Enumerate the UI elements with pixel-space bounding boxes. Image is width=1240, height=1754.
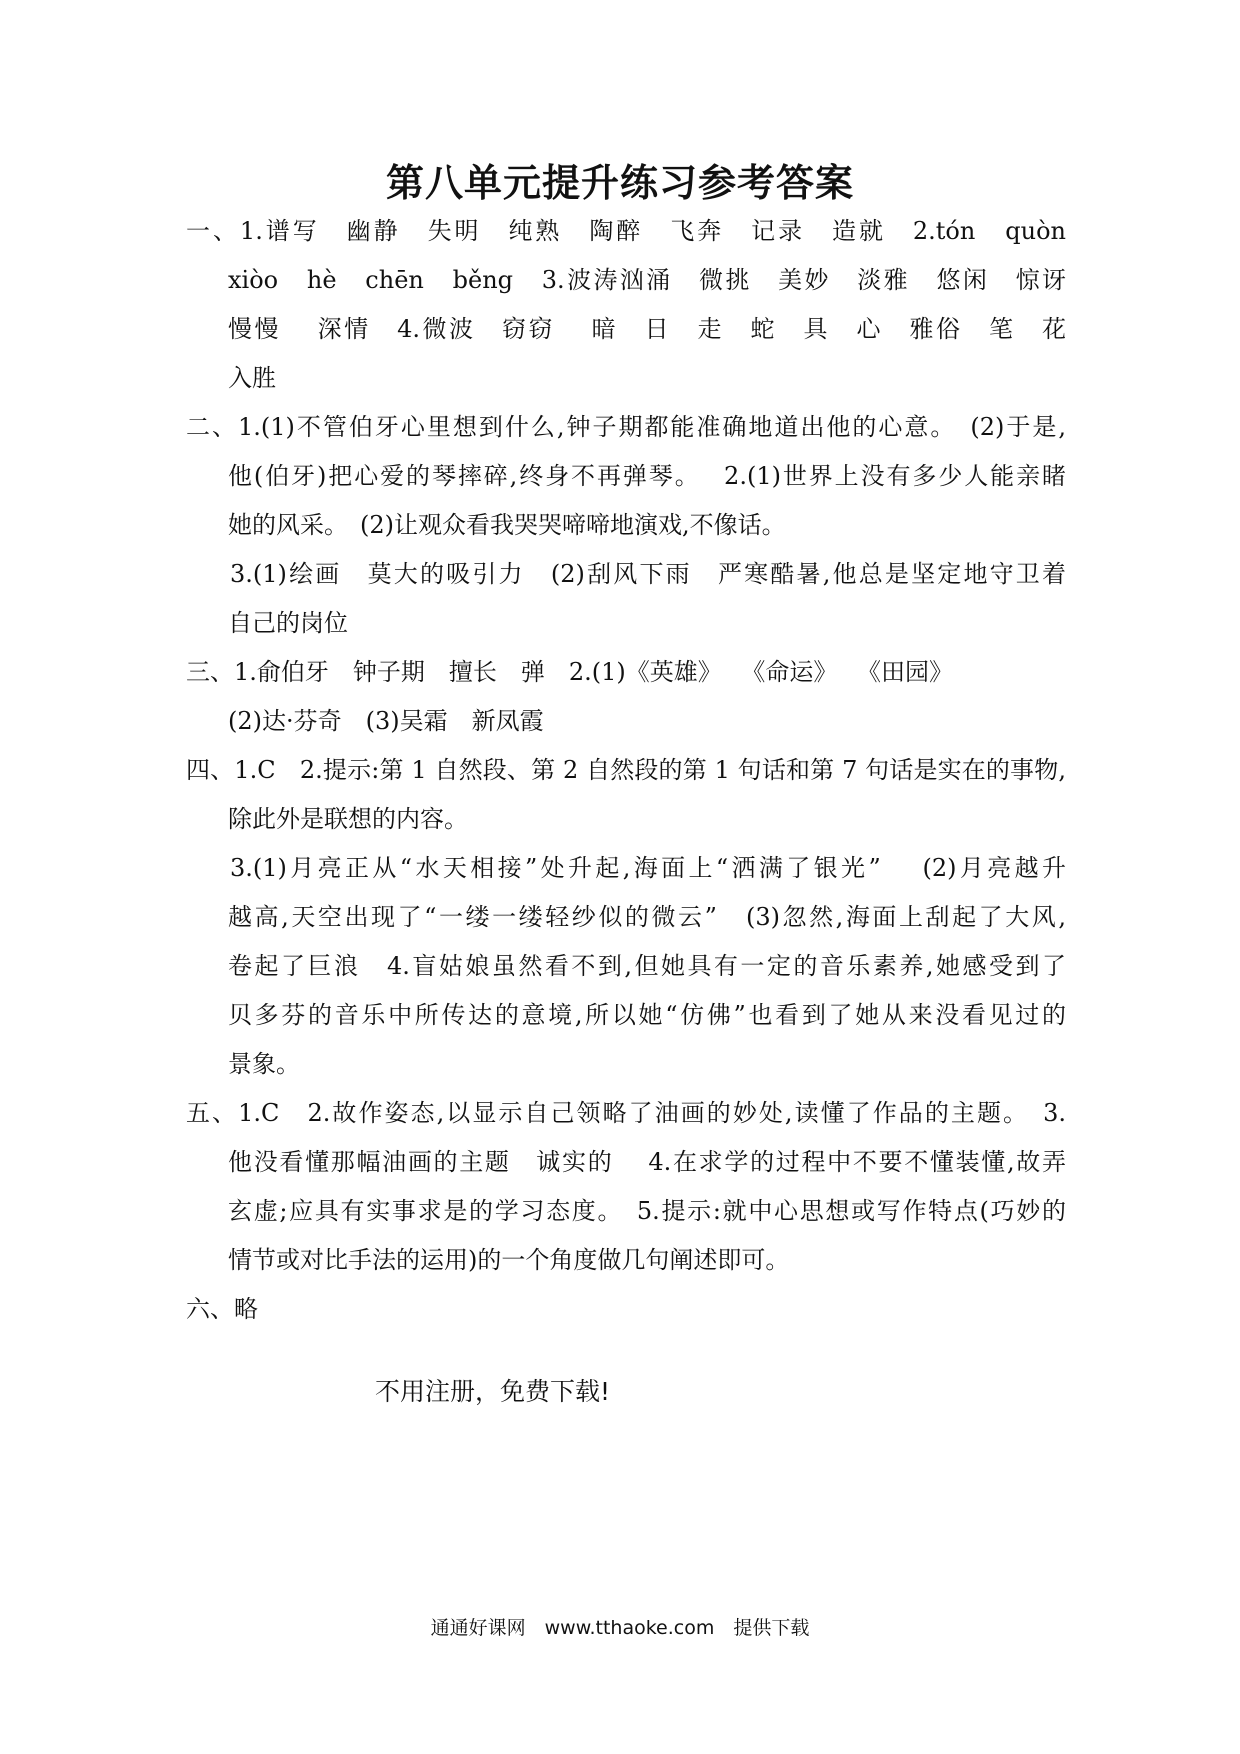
- section-6: [186, 1285, 1066, 1334]
- answer-body: [186, 207, 1066, 1334]
- section-4-line-2: 除此外是联想的内容。: [228, 805, 468, 833]
- section-4-line-1: 四、1.C 2.提示:第 1 自然段、第 2 自然段的第 1 句话和第 7 句话是实在的事物,: [186, 756, 1066, 784]
- section-2-line-4: 3.(1)绘画 莫大的吸引力 (2)刮风下雨 严寒酷暑,他总是坚定地守卫着: [230, 560, 1066, 588]
- section-4-line-6: 贝多芬的音乐中所传达的意境,所以她“仿佛”也看到了她从来没看见过的: [228, 1001, 1066, 1029]
- section-3-line-2: (2)达·芬奇 (3)吴霜 新凤霞: [228, 707, 544, 735]
- section-6-line-1: 六、略: [186, 1295, 258, 1323]
- section-1-line-4: 入胜: [228, 364, 276, 392]
- section-1: [186, 207, 1066, 403]
- section-5-line-1: 五、1.C 2.故作姿态,以显示自己领略了油画的妙处,读懂了作品的主题。 3.: [186, 1099, 1066, 1127]
- section-1-line-1: 一、1.谱写 幽静 失明 纯熟 陶醉 飞奔 记录 造就 2.tón quòn: [186, 217, 1066, 245]
- section-2-line-1: 二、1.(1)不管伯牙心里想到什么,钟子期都能准确地道出他的心意。 (2)于是,: [186, 413, 1066, 441]
- section-4-line-3: 3.(1)月亮正从“水天相接”处升起,海面上“洒满了银光” (2)月亮越升: [230, 854, 1066, 882]
- section-4-line-5: 卷起了巨浪 4.盲姑娘虽然看不到,但她具有一定的音乐素养,她感受到了: [228, 952, 1066, 980]
- section-4-line-7: 景象。: [228, 1050, 300, 1078]
- section-1-line-3: 慢慢 深情 4.微波 窃窃 暗 日 走 蛇 具 心 雅俗 笔 花: [228, 315, 1066, 343]
- section-2-line-3: 她的风采。 (2)让观众看我哭哭啼啼地演戏,不像话。: [228, 511, 786, 539]
- section-4-line-4: 越高,天空出现了“一缕一缕轻纱似的微云” (3)忽然,海面上刮起了大风,: [228, 903, 1066, 931]
- section-2-line-2: 他(伯牙)把心爱的琴摔碎,终身不再弹琴。 2.(1)世界上没有多少人能亲睹: [228, 462, 1066, 490]
- section-5-line-4: 情节或对比手法的运用)的一个角度做几句阐述即可。: [228, 1246, 790, 1274]
- section-5: [186, 1089, 1066, 1285]
- section-2-line-5: 自己的岗位: [228, 609, 348, 637]
- page-title: 第八单元提升练习参考答案: [385, 161, 854, 205]
- section-3: [186, 648, 1066, 746]
- section-2: [186, 403, 1066, 648]
- section-4: [186, 746, 1066, 1089]
- section-5-line-3: 玄虚;应具有实事求是的学习态度。 5.提示:就中心思想或写作特点(巧妙的: [228, 1197, 1066, 1225]
- section-5-line-2: 他没看懂那幅油画的主题 诚实的 4.在求学的过程中不要不懂装懂,故弄: [228, 1148, 1066, 1176]
- footer-credit: 通通好课网 www.tthaoke.com 提供下载: [430, 1617, 810, 1639]
- promo-text: 不用注册，免费下载!: [375, 1377, 611, 1406]
- section-3-line-1: 三、1.俞伯牙 钟子期 擅长 弹 2.(1)《英雄》 《命运》 《田园》: [186, 658, 954, 686]
- section-1-line-2: xiòo hè chēn běng 3.波涛汹涌 微挑 美妙 淡雅 悠闲 惊讶: [228, 266, 1066, 294]
